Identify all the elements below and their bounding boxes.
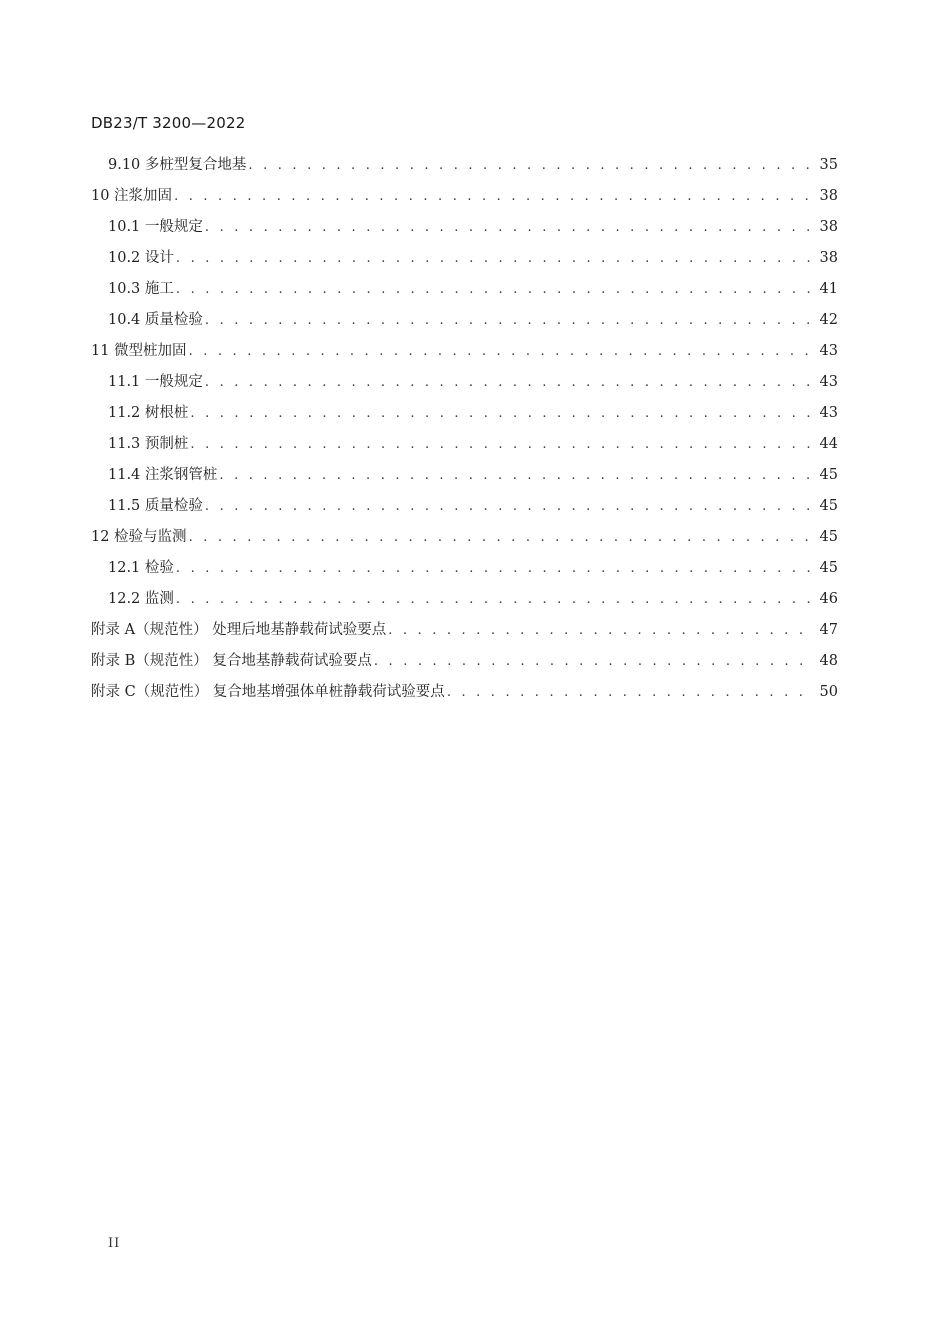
toc-entry[interactable] <box>108 553 838 584</box>
toc-entry-page: 43 <box>819 374 838 390</box>
toc-entry[interactable] <box>108 243 838 274</box>
toc-leader-dots <box>174 181 814 212</box>
toc-leader-dots <box>190 398 814 429</box>
toc-entry[interactable] <box>108 367 838 398</box>
toc-entry-label: 11.1 一般规定 <box>108 374 203 390</box>
toc-entry-label: 11 微型桩加固 <box>91 343 187 359</box>
toc-entry-page: 50 <box>819 684 838 700</box>
toc-entry-label: 附录 C（规范性） 复合地基增强体单桩静载荷试验要点 <box>91 684 445 700</box>
toc-leader-dots <box>447 677 814 708</box>
toc-entry-page: 45 <box>819 560 838 576</box>
toc-entry-page: 41 <box>819 281 838 297</box>
toc-entry-label: 11.3 预制桩 <box>108 436 189 452</box>
toc-entry-label: 11.4 注浆钢管桩 <box>108 467 218 483</box>
toc-entry[interactable] <box>108 429 838 460</box>
toc-entry-label: 11.2 树根桩 <box>108 405 189 421</box>
toc-leader-dots <box>388 615 814 646</box>
document-code: DB23/T 3200—2022 <box>91 114 246 132</box>
toc-entry[interactable] <box>108 584 838 615</box>
toc-leader-dots <box>205 305 814 336</box>
toc-leader-dots <box>205 367 814 398</box>
toc-entry[interactable] <box>108 305 838 336</box>
toc-entry-label: 10.3 施工 <box>108 281 174 297</box>
toc-entry-label: 附录 A（规范性） 处理后地基静载荷试验要点 <box>91 622 387 638</box>
toc-entry-page: 45 <box>819 498 838 514</box>
toc-entry[interactable] <box>91 522 838 553</box>
toc-entry-label: 10 注浆加固 <box>91 188 173 204</box>
toc-entry-label: 附录 B（规范性） 复合地基静载荷试验要点 <box>91 653 372 669</box>
toc-entry-appendix[interactable] <box>91 615 838 646</box>
toc-entry-page: 43 <box>819 343 838 359</box>
toc-leader-dots <box>189 522 814 553</box>
toc-entry-page: 44 <box>819 436 838 452</box>
toc-entry-label: 10.1 一般规定 <box>108 219 203 235</box>
toc-entry[interactable] <box>108 398 838 429</box>
toc-leader-dots <box>374 646 814 677</box>
toc-leader-dots <box>248 150 814 181</box>
toc-leader-dots <box>176 274 814 305</box>
toc-entry-page: 38 <box>819 219 838 235</box>
toc-leader-dots <box>176 243 814 274</box>
toc-entry[interactable] <box>108 274 838 305</box>
toc-leader-dots <box>205 212 814 243</box>
toc-entry-label: 12 检验与监测 <box>91 529 187 545</box>
toc-entry-page: 47 <box>819 622 838 638</box>
toc-entry-label: 10.4 质量检验 <box>108 312 203 328</box>
toc-entry[interactable] <box>108 212 838 243</box>
toc-entry-label: 9.10 多桩型复合地基 <box>108 157 247 173</box>
toc-entry-label: 10.2 设计 <box>108 250 174 266</box>
toc-entry-label: 12.2 监测 <box>108 591 174 607</box>
toc-leader-dots <box>189 336 814 367</box>
toc-entry-page: 38 <box>819 250 838 266</box>
toc-entry-page: 48 <box>819 653 838 669</box>
toc-entry-page: 35 <box>819 157 838 173</box>
toc-entry-page: 38 <box>819 188 838 204</box>
toc-entry-appendix[interactable] <box>91 677 838 708</box>
toc-leader-dots <box>205 491 814 522</box>
toc-entry-page: 42 <box>819 312 838 328</box>
toc-leader-dots <box>219 460 814 491</box>
toc-entry[interactable] <box>91 336 838 367</box>
toc-entry[interactable] <box>91 181 838 212</box>
toc-leader-dots <box>176 553 814 584</box>
toc-entry[interactable] <box>108 460 838 491</box>
toc-entry-label: 12.1 检验 <box>108 560 174 576</box>
page-number: II <box>108 1236 121 1251</box>
toc-entry[interactable] <box>108 150 838 181</box>
toc-entry[interactable] <box>108 491 838 522</box>
toc-leader-dots <box>176 584 814 615</box>
toc-entry-label: 11.5 质量检验 <box>108 498 203 514</box>
toc-entry-page: 43 <box>819 405 838 421</box>
toc-leader-dots <box>190 429 814 460</box>
toc-entry-page: 45 <box>819 467 838 483</box>
toc-entry-page: 45 <box>819 529 838 545</box>
toc-entry-appendix[interactable] <box>91 646 838 677</box>
toc-entry-page: 46 <box>819 591 838 607</box>
